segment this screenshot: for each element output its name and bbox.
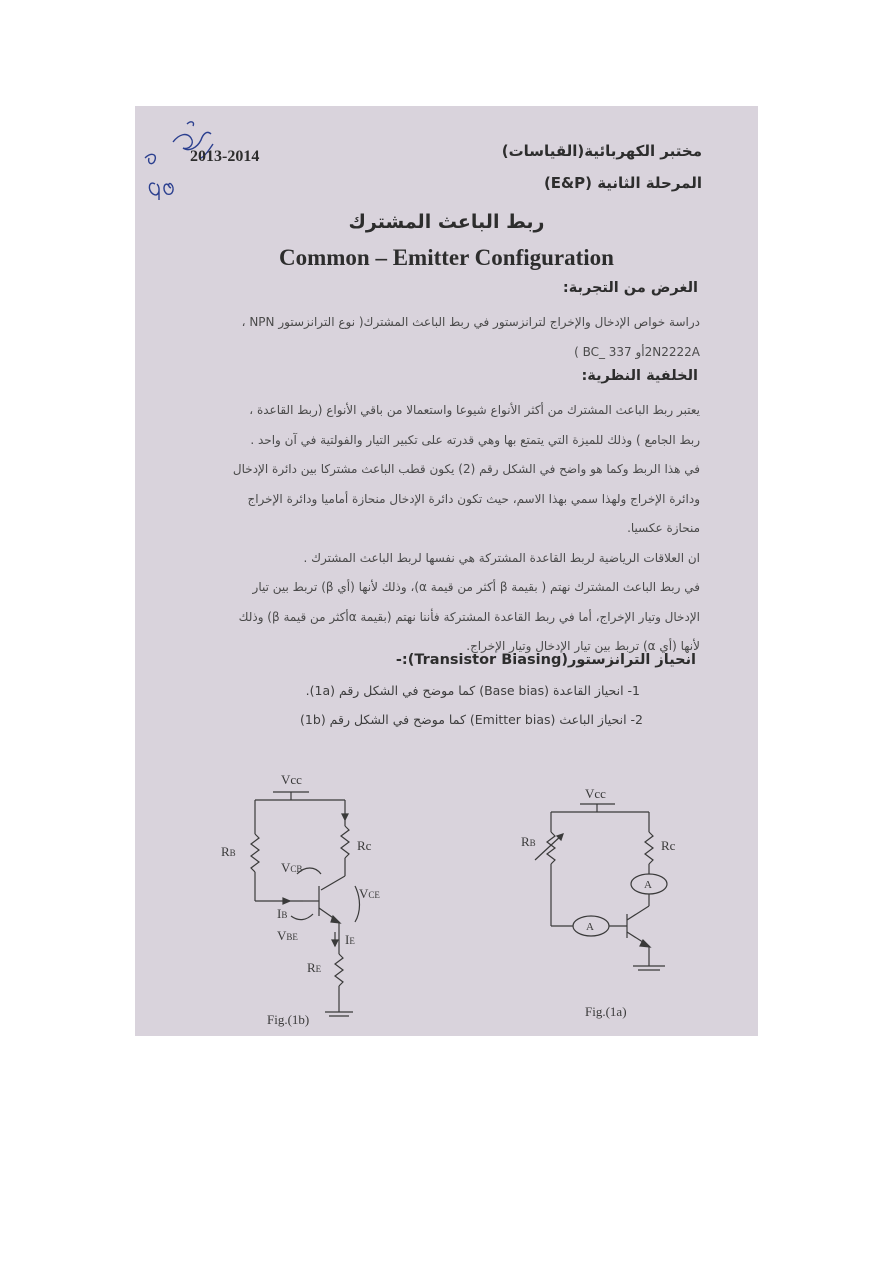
biasing-item-2: 2- انحياز الباعث (Emitter bias) كما موضح في الشكل رقم (1b): [300, 712, 643, 727]
purpose-text: [180, 308, 700, 367]
background-line: ان العلاقات الرياضية لربط القاعدة المشتركة هي نفسها لربط الباعث المشترك .: [303, 550, 700, 565]
fig1b-ie-label: IE: [345, 932, 355, 947]
background-line: منحازة عكسيا.: [627, 521, 700, 535]
purpose-line: دراسة خواص الإدخال والإخراج لترانزستور في ربط الباعث المشترك( نوع الترانزستور NPN ،: [241, 315, 700, 329]
fig1b-caption: Fig.(1b): [267, 1012, 310, 1027]
background-line: ودائرة الإخراج ولهذا سمي بهذا الاسم، حيث تكون دائرة الإدخال منحازة أماميا ودائرة الإخراج: [247, 491, 700, 506]
fig1b-ib-label: IB: [277, 906, 288, 921]
fig1a-vcc-label: Vcc: [585, 786, 606, 801]
title-english: Common – Emitter Configuration: [279, 245, 614, 270]
figure-1a-base-bias: [505, 776, 705, 1026]
academic-year: 2013-2014: [190, 148, 260, 165]
background-line: يعتبر ربط الباعث المشترك من أكثر الأنواع شيوعا واستعمالا من باقي الأنواع (ربط القاعدة ،: [249, 403, 700, 417]
background-line: ربط الجامع ) وذلك للميزة التي يتمتع بها وهي قدرته على تكبير التيار والفولتية في آن واحد .: [250, 432, 700, 447]
fig1b-re-label: RE: [307, 960, 322, 975]
background-heading: الخلفية النظرية:: [581, 368, 698, 384]
background-line: في هذا الربط وكما هو واضح في الشكل رقم (2) يكون قطب الباعث مشتركا بين دائرة الإدخال: [232, 462, 700, 476]
fig1b-vce-label: VCE: [359, 886, 380, 901]
fig1a-ammeter-collector-label: A: [644, 879, 652, 891]
figure-1b-emitter-bias: [215, 756, 445, 1031]
background-line: لأنها (أي α) تربط بين تيار الإدخال وتيار الإخراج.: [466, 639, 700, 653]
fig1b-vcb-label: VCB: [281, 860, 303, 875]
fig1a-rb-label: RB: [521, 834, 536, 849]
fig1a-rc-label: Rc: [661, 838, 676, 853]
stage-label: المرحلة الثانية (E&P): [543, 174, 702, 192]
fig1b-vbe-label: VBE: [277, 928, 298, 943]
background-line: الإدخال وتيار الإخراج، أما في ربط القاعدة المشتركة فأننا نهتم (بقيمة αأكثر من قيمة β) وذلك: [238, 609, 700, 624]
biasing-heading: انحياز الترانزستور(Transistor Biasing):-: [395, 652, 696, 668]
document-page: [135, 106, 758, 1036]
purpose-heading: الغرض من التجربة:: [562, 280, 698, 296]
fig1b-rc-label: Rc: [357, 838, 372, 853]
background-text: [170, 396, 700, 662]
fig1b-rb-label: RB: [221, 844, 236, 859]
background-line: في ربط الباعث المشترك نهتم ( بقيمة β أكثر من قيمة α)، وذلك لأنها (أي β) تربط بين تيار: [252, 580, 700, 594]
fig1a-caption: Fig.(1a): [585, 1004, 627, 1019]
title-arabic: ربط الباعث المشترك: [348, 211, 545, 233]
fig1b-vcc-label: Vcc: [281, 772, 302, 787]
fig1a-ammeter-base-label: A: [586, 921, 594, 933]
biasing-item-1: 1- انحياز القاعدة (Base bias) كما موضح في الشكل رقم (1a).: [305, 683, 640, 698]
purpose-line: 2N2222Aأو BC_ 337 ): [574, 344, 700, 359]
lab-name: مختبر الكهربائية(القياسات): [501, 142, 702, 160]
